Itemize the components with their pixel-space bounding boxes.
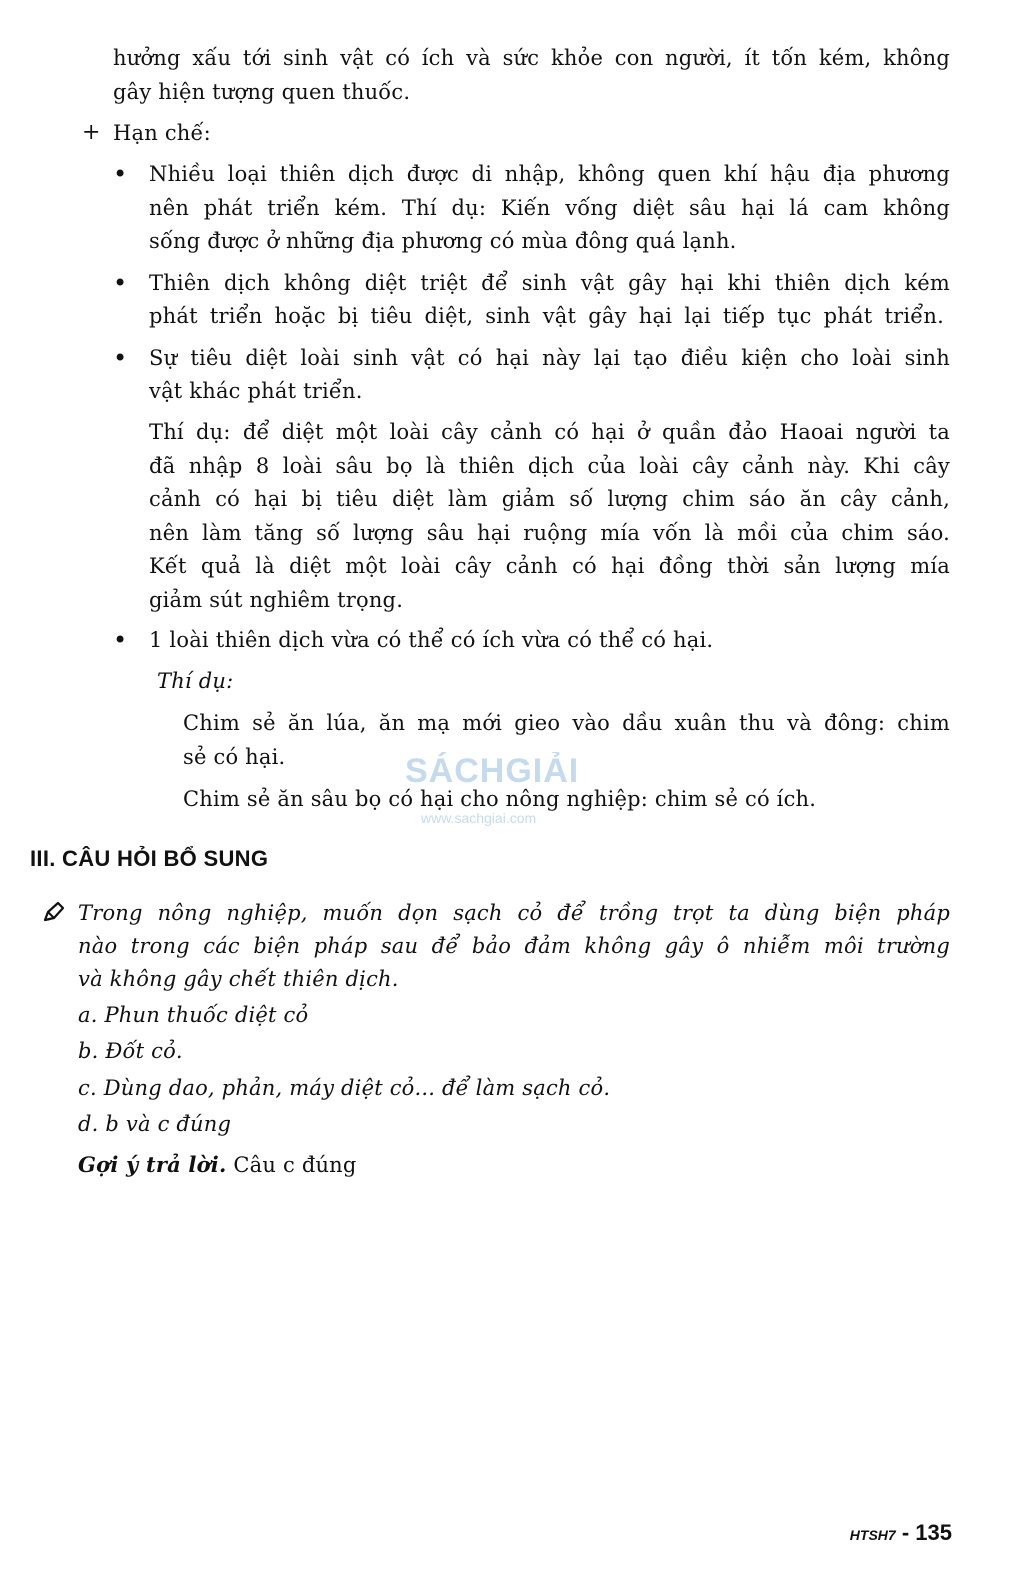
bullet-3-line-1: Sự tiêu diệt loài sinh vật có hại này lại tạo điều kiện cho loài sinh (149, 346, 950, 370)
example-line-2: đã nhập 8 loài sâu bọ là thiên dịch của loài cây cảnh này. Khi cây (149, 454, 950, 478)
example-item-2-line-1: Chim sẻ ăn sâu bọ có hại cho nông nghiệp: chim sẻ có ích. (183, 787, 817, 811)
example-line-3: cảnh có hại bị tiêu diệt làm giảm số lượng chim sáo ăn cây cảnh, (149, 487, 950, 511)
bullet-2-line-1: Thiên dịch không diệt triệt để sinh vật gây hại khi thiên dịch kém (149, 271, 950, 295)
example-line-1: Thí dụ: để diệt một loài cây cảnh có hại ở quần đảo Haoai người ta (149, 420, 950, 444)
answer-text: Câu c đúng (233, 1153, 357, 1177)
answer-line (78, 1148, 357, 1182)
bullet-1-line-3: sống được ở những địa phương có mùa đông quá lạnh. (149, 229, 737, 253)
bullet-3-line-2: vật khác phát triển. (149, 379, 363, 403)
option-a: a. Phun thuốc diệt cỏ (78, 1003, 309, 1027)
option-b: b. Đốt cỏ. (78, 1039, 183, 1063)
watermark-logo (405, 738, 605, 833)
question-line-2: nào trong các biện pháp sau để bảo đảm không gây ô nhiễm môi trường (78, 934, 950, 958)
example-item-1-line-1: Chim sẻ ăn lúa, ăn mạ mới gieo vào dầu xuân thu và đông: chim (183, 711, 950, 735)
bullet-4-line: 1 loài thiên dịch vừa có thể có ích vừa có thể có hại. (149, 628, 714, 652)
page-number: 135 (915, 1520, 952, 1545)
plus-marker: + (82, 120, 101, 145)
example-line-6: giảm sút nghiêm trọng. (149, 588, 404, 612)
option-d: d. b và c đúng (78, 1112, 232, 1136)
watermark-title: SÁCHGIẢI (405, 752, 580, 790)
watermark-url: www.sachgiai.com (421, 810, 537, 826)
example-item-1-line-2: sẻ có hại. (183, 745, 286, 769)
example-label: Thí dụ: (157, 669, 234, 693)
limits-title: Hạn chế: (113, 121, 211, 145)
book-code: HTSH7 (849, 1527, 896, 1543)
bullet-1-line-1: Nhiều loại thiên dịch được di nhập, không quen khí hậu địa phương (149, 162, 950, 186)
question-line-1: Trong nông nghiệp, muốn dọn sạch cỏ để trồng trọt ta dùng biện pháp (78, 901, 950, 925)
bullet-marker: • (113, 269, 128, 297)
example-line-4: nên làm tăng số lượng sâu hại ruộng mía vốn là mồi của chim sáo. (149, 521, 950, 545)
pencil-icon (42, 900, 66, 924)
bullet-marker: • (113, 344, 128, 372)
page-footer (850, 1518, 952, 1550)
intro-line-1: hưởng xấu tới sinh vật có ích và sức khỏe con người, ít tốn kém, không (113, 46, 950, 70)
footer-separator: - (901, 1520, 910, 1545)
bullet-marker: • (113, 160, 128, 188)
bullet-marker: • (113, 626, 128, 654)
section-heading: III. CÂU HỎI BỔ SUNG (30, 846, 269, 871)
option-c: c. Dùng dao, phản, máy diệt cỏ... để làm sạch cỏ. (78, 1076, 611, 1100)
intro-line-2: gây hiện tượng quen thuốc. (113, 80, 411, 104)
example-line-5: Kết quả là diệt một loài cây cảnh có hại đồng thời sản lượng mía (149, 554, 950, 578)
question-line-3: và không gây chết thiên dịch. (78, 967, 399, 991)
answer-label: Gợi ý trả lời. (78, 1152, 227, 1177)
bullet-2-line-2: phát triển hoặc bị tiêu diệt, sinh vật gây hại lại tiếp tục phát triển. (149, 304, 944, 328)
bullet-1-line-2: nên phát triển kém. Thí dụ: Kiến vống diệt sâu hại lá cam không (149, 196, 950, 220)
